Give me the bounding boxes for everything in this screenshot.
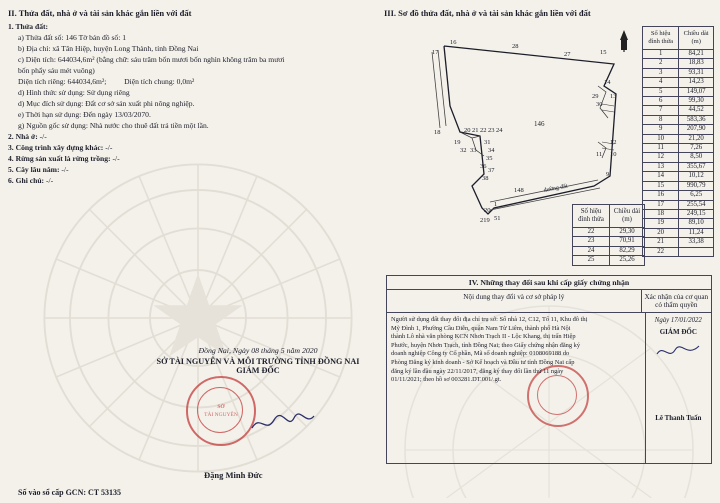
map-point-1: 1 xyxy=(494,201,498,208)
change-text-line: Phước, huyện Nhơn Trạch, tỉnh Đồng Nai; theo Giấy chứng nhận đăng ký xyxy=(391,341,581,349)
edge-point: 16 xyxy=(643,191,679,200)
edge-point: 5 xyxy=(643,87,679,96)
edge2-length: 25,26 xyxy=(610,256,645,265)
edge-point: 18 xyxy=(643,209,679,218)
map-point-13: 13 xyxy=(610,93,617,100)
map-point-21: 21 xyxy=(472,127,479,134)
edge-row xyxy=(643,50,714,59)
signature-mark xyxy=(248,408,318,438)
edge-length xyxy=(679,247,714,256)
map-point-15: 15 xyxy=(600,49,607,56)
edge-point: 21 xyxy=(643,238,679,247)
left-half xyxy=(8,8,374,498)
changes-body xyxy=(387,313,711,463)
edge-length: 11,24 xyxy=(679,228,714,237)
section-4-title: IV. Những thay đổi sau khi cấp giấy chứng nhận xyxy=(387,276,711,290)
parcel-area-words: bốn phẩy sáu mét vuông) xyxy=(18,66,95,75)
signer-name: Đặng Minh Đức xyxy=(204,470,263,480)
edge-point: 19 xyxy=(643,219,679,228)
issuing-org: SỞ TÀI NGUYÊN VÀ MÔI TRƯỜNG TỈNH ĐỒNG NAI xyxy=(156,357,360,366)
edge-row xyxy=(643,59,714,68)
map-point-16: 16 xyxy=(450,39,457,46)
map-point-30: 30 xyxy=(596,101,603,108)
edge-length: 18,83 xyxy=(679,59,714,68)
map-point-37: 37 xyxy=(488,167,495,174)
area-shared: Diện tích chung: 0,0m² xyxy=(124,77,195,86)
map-point-9: 9 xyxy=(606,171,610,178)
changes-header xyxy=(387,290,711,313)
map-point-11: 11 xyxy=(596,151,603,158)
map-point-22: 22 xyxy=(480,127,487,134)
map-point-14: 14 xyxy=(604,79,611,86)
house-value: -/- xyxy=(39,132,47,141)
map-point-18: 18 xyxy=(434,129,441,136)
edge-point: 3 xyxy=(643,68,679,77)
edge-length: 255,54 xyxy=(679,200,714,209)
change-content xyxy=(387,313,646,463)
change-text-line: Mỹ Đình 1, Phường Cầu Diễn, quận Nam Từ Liêm, thành phố Hà Nội xyxy=(391,324,571,332)
edge-row xyxy=(643,153,714,162)
parcel-area: c) Diện tích: 644034,6m² (bằng chữ: sáu trăm bốn mươi bốn nghìn không trăm ba mươi xyxy=(18,55,285,64)
edge-point: 12 xyxy=(643,153,679,162)
parcel-area-split xyxy=(8,76,374,87)
change-text-line: Phòng Đăng ký kinh doanh - Sở Kế hoạch và Đầu tư tỉnh Đồng Nai cấp xyxy=(391,358,575,366)
edge-row xyxy=(643,162,714,171)
parcel-address: b) Địa chỉ: xã Tân Hiệp, huyện Long Thành, tỉnh Đồng Nai xyxy=(18,44,199,53)
house-label: 2. Nhà ở: xyxy=(8,132,38,141)
map-point-19: 19 xyxy=(454,139,461,146)
edge-length: 355,67 xyxy=(679,162,714,171)
edge-length: 21,20 xyxy=(679,134,714,143)
change-text-line: Người sử dụng đất thay đổi địa chỉ trụ sở: Số nhà 12, C12, Tổ 11, Khu đô thị xyxy=(391,316,588,323)
edge2-length: 29,30 xyxy=(610,228,645,237)
edge-length: 7,26 xyxy=(679,144,714,153)
usage-form: d) Hình thức sử dụng: Sử dụng riêng xyxy=(18,88,130,97)
edge-length: 93,31 xyxy=(679,68,714,77)
map-point-219: 219 xyxy=(480,217,490,224)
confirm-date: Ngày 17/01/2022 xyxy=(654,317,702,324)
edge-row xyxy=(643,172,714,181)
map-point-51: 51 xyxy=(494,215,501,222)
edge-row xyxy=(643,181,714,190)
edge2-point: 24 xyxy=(573,246,610,255)
edge-row xyxy=(643,228,714,237)
edge-row xyxy=(643,125,714,134)
edge-point: 13 xyxy=(643,162,679,171)
construction-label: 3. Công trình xây dựng khác: xyxy=(8,143,104,152)
map-point-20: 20 xyxy=(464,127,471,134)
section-2-title: II. Thửa đất, nhà ở và tài sản khác gắn liền với đất xyxy=(8,8,192,18)
map-point-35: 35 xyxy=(486,155,493,162)
edge2-head-length: Chiều dài (m) xyxy=(610,205,645,228)
map-point-31: 31 xyxy=(484,139,491,146)
edge2-head-point: Số hiệu đỉnh thửa xyxy=(573,205,610,228)
edge-point: 17 xyxy=(643,200,679,209)
edge-point: 4 xyxy=(643,78,679,87)
edge-point: 7 xyxy=(643,106,679,115)
perennial-value: -/- xyxy=(61,165,69,174)
edge-row xyxy=(643,209,714,218)
map-point-27: 27 xyxy=(564,51,571,58)
confirm-signature-mark xyxy=(653,340,703,362)
map-point-32: 32 xyxy=(460,147,467,154)
edge-row xyxy=(643,106,714,115)
map-road-label: đường đất xyxy=(543,183,569,194)
edge-point: 22 xyxy=(643,247,679,256)
seal-text-1: SỞ xyxy=(217,404,225,410)
edge-length: 8,50 xyxy=(679,153,714,162)
edge-row xyxy=(643,87,714,96)
house-row xyxy=(8,131,374,142)
changes-section xyxy=(386,275,712,464)
change-confirm xyxy=(646,313,711,463)
map-point-36: 36 xyxy=(480,163,487,170)
edge-length: 84,21 xyxy=(679,50,714,59)
edge-row xyxy=(643,247,714,256)
map-point-23: 23 xyxy=(488,127,495,134)
edge-point: 8 xyxy=(643,115,679,124)
edge-point: 9 xyxy=(643,125,679,134)
edge-row xyxy=(643,134,714,143)
map-point-20b: 20 xyxy=(484,207,491,214)
edge-point: 20 xyxy=(643,228,679,237)
signature-block xyxy=(138,346,378,375)
edge-length: 89,10 xyxy=(679,219,714,228)
construction-row xyxy=(8,142,374,153)
map-point-38: 38 xyxy=(482,175,489,182)
edge-row xyxy=(643,144,714,153)
edge-row xyxy=(643,78,714,87)
map-point-34: 34 xyxy=(488,147,495,154)
notes-value: -/- xyxy=(45,176,54,185)
changes-col-content: Nội dung thay đổi và cơ sở pháp lý xyxy=(387,290,642,312)
edge-length: 207,90 xyxy=(679,125,714,134)
edge-head-point: Số hiệu đỉnh thửa xyxy=(643,27,679,50)
edge2-row xyxy=(573,228,645,237)
area-private: Diện tích riêng: 644034,6m²; xyxy=(18,77,107,86)
edge-length: 14,23 xyxy=(679,78,714,87)
official-seal xyxy=(186,376,256,446)
edge-length: 10,12 xyxy=(679,172,714,181)
registry-serial: Số vào sổ cấp GCN: CT 53135 xyxy=(18,488,121,497)
edge-row xyxy=(643,97,714,106)
edge2-point: 25 xyxy=(573,256,610,265)
usage-purpose: d) Mục đích sử dụng: Đất cơ sở sản xuất phi nông nghiệp. xyxy=(18,99,195,108)
forest-label: 4. Rừng sản xuất là rừng trồng: xyxy=(8,154,111,163)
edge-point: 2 xyxy=(643,59,679,68)
edge-length-table xyxy=(642,26,714,257)
edge-row xyxy=(643,238,714,247)
edge-length: 990,79 xyxy=(679,181,714,190)
map-point-10: 10 xyxy=(610,151,617,158)
north-arrow-icon xyxy=(620,30,628,52)
edge-row xyxy=(643,191,714,200)
forest-value: -/- xyxy=(112,154,120,163)
land-parcel-heading: 1. Thửa đất: xyxy=(8,22,49,31)
edge-length: 99,30 xyxy=(679,97,714,106)
edge-length: 149,07 xyxy=(679,87,714,96)
map-point-33: 33 xyxy=(470,147,477,154)
edge2-point: 22 xyxy=(573,228,610,237)
usage-origin: g) Nguồn gốc sử dụng: Nhà nước cho thuê đất trả tiền một lần. xyxy=(18,121,209,130)
construction-value: -/- xyxy=(105,143,113,152)
right-half xyxy=(384,8,714,498)
edge2-length: 82,29 xyxy=(610,246,645,255)
change-text-line: 01/11/2021; theo hồ sơ 003281.DT.001/.gt. xyxy=(391,376,502,384)
edge2-row xyxy=(573,237,645,246)
usage-term: e) Thời hạn sử dụng: Đến ngày 13/03/2070. xyxy=(18,110,151,119)
edge2-row xyxy=(573,256,645,265)
edge-row xyxy=(643,68,714,77)
confirm-role: GIÁM ĐỐC xyxy=(659,328,697,336)
edge-point: 10 xyxy=(643,134,679,143)
seal-text-2: TÀI NGUYÊN xyxy=(204,412,238,418)
issue-date: Đồng Nai, Ngày 08 tháng 5 năm 2020 xyxy=(198,346,318,355)
edge-length: 6,25 xyxy=(679,191,714,200)
map-point-148: 148 xyxy=(514,187,524,194)
edge-row xyxy=(643,200,714,209)
change-text-line: doanh nghiệp Công ty Cổ phần, Mã số doanh nghiệp: 0108069188 do xyxy=(391,350,570,358)
perennial-label: 5. Cây lâu năm: xyxy=(8,165,60,174)
edge2-point: 23 xyxy=(573,237,610,246)
change-text-line: đăng ký lần đầu ngày 22/11/2017, đăng ký thay đổi lần thứ 11 ngày xyxy=(391,367,564,375)
edge2-row xyxy=(573,246,645,255)
change-text-line: thành Lô nhà văn phòng KCN Nhơn Trạch II - Lộc Khang, thị trấn Hiệp xyxy=(391,333,576,341)
edge-point: 6 xyxy=(643,97,679,106)
edge-length: 583,36 xyxy=(679,115,714,124)
map-point-17: 17 xyxy=(432,49,439,56)
changes-col-confirm: Xác nhận của cơ quan có thẩm quyền xyxy=(644,293,709,309)
edge-length: 249,15 xyxy=(679,209,714,218)
edge-head-length: Chiều dài (m) xyxy=(679,27,714,50)
edge-length-table-2 xyxy=(572,204,645,266)
parcel-number: a) Thửa đất số: 146 Tờ bản đồ số: 1 xyxy=(18,33,127,42)
section-3-title: III. Sơ đồ thửa đất, nhà ở và tài sản khác gắn liền với đất xyxy=(384,8,591,18)
edge-row xyxy=(643,219,714,228)
map-point-12: 12 xyxy=(610,139,617,146)
map-parcel-number: 146 xyxy=(534,120,545,128)
map-point-29: 29 xyxy=(592,93,599,100)
edge2-length: 70,91 xyxy=(610,237,645,246)
edge-row xyxy=(643,115,714,124)
director-title: GIÁM ĐỐC xyxy=(236,366,280,375)
edge-point: 11 xyxy=(643,144,679,153)
map-point-28: 28 xyxy=(512,43,519,50)
edge-length: 44,52 xyxy=(679,106,714,115)
edge-length: 33,38 xyxy=(679,238,714,247)
edge-point: 14 xyxy=(643,172,679,181)
map-point-24: 24 xyxy=(496,127,503,134)
notes-label: 6. Ghi chú: xyxy=(8,176,45,185)
edge-point: 15 xyxy=(643,181,679,190)
edge-point: 1 xyxy=(643,50,679,59)
confirm-name: Lê Thanh Tuấn xyxy=(655,414,702,422)
